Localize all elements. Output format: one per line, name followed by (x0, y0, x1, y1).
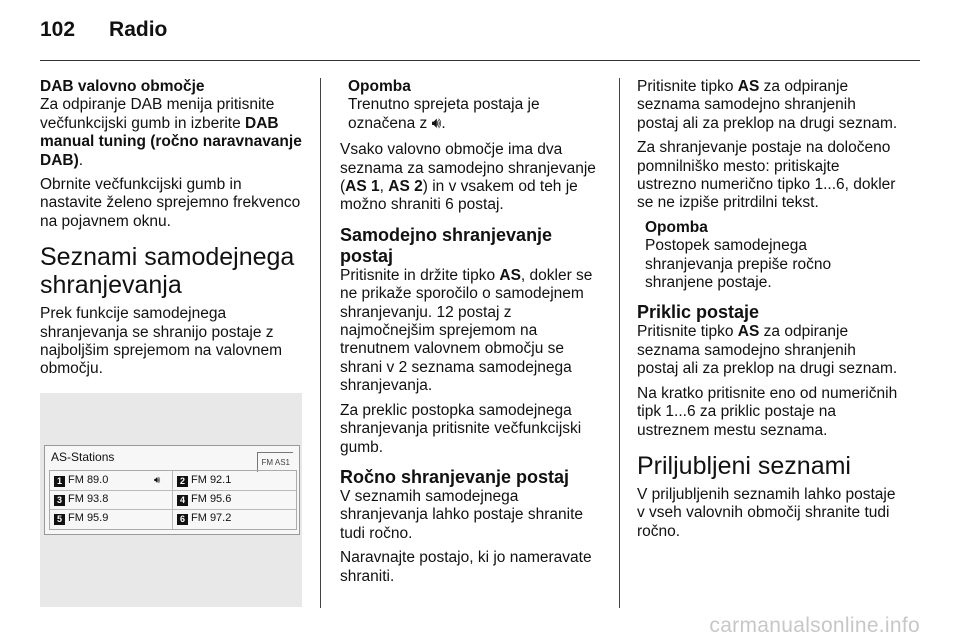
station-preset-1: 1 FM 89.0 🔊︎ (50, 471, 172, 490)
page-header (40, 18, 167, 42)
column-divider-1 (320, 78, 321, 608)
recall-heading: Priklic postaje (637, 302, 760, 323)
note-title: Opomba (348, 78, 411, 95)
as-lists-paragraph: Vsako valovno območje ima dva seznama za samodejno shranjevanje (AS 1, AS 2) in v vsakem od teh je možno shraniti 6 postaj. (340, 141, 596, 214)
section-title: Radio (109, 18, 168, 41)
station-preset-3: 3 FM 93.8 (50, 490, 172, 509)
watermark: carmanualsonline.info (709, 614, 920, 637)
dab-paragraph: Za odpiranje DAB menija pritisnite večfunkcijski gumb in izberite DAB manual tuning (ročno naravnavanje DAB). (40, 96, 302, 169)
speaker-icon: 🔊︎ (154, 474, 161, 486)
column-2 (340, 78, 602, 592)
panel-badge: FM AS1 (257, 452, 293, 472)
recall-paragraph-2: Na kratko pritisnite eno od numeričnih tipk 1...6 za priklic postaje na ustreznem mestu seznama. (637, 384, 898, 439)
note-text: Postopek samodejnega shranjevanja prepiše ročno shranjene postaje. (645, 237, 832, 292)
store-position-paragraph: Za shranjevanje postaje na določeno pomnilniško mesto: pritiskajte ustrezno numerično tipko 1...6, dokler se ne izpiše pritrdilni tekst. (637, 139, 896, 212)
auto-store-paragraph: Pritisnite in držite tipko AS, dokler se ne prikaže sporočilo o samodejnem shranjevanju. 12 postaj z najmočnejšim sprejemom na trenutnem valovnem območju se shrani v 2 seznama samodejnega shranjevanja. (340, 266, 593, 395)
dab-menu-item: DAB manual tuning (ročno naravnavanje DAB) (40, 114, 302, 169)
manual-store-paragraph: V seznamih samodejnega shranjevanja lahko postaje shranite tudi ročno. (340, 487, 583, 542)
column-divider-2 (619, 78, 620, 608)
lists-heading: Seznami samodejnega shranjevanja (40, 243, 295, 300)
note-overwrite (637, 219, 899, 293)
dab-paragraph-2: Obrnite večfunkcijski gumb in nastavite želeno sprejemno frekvenco na pojavnem oknu. (40, 176, 301, 230)
manual-store-heading: Ročno shranjevanje postaj (340, 466, 570, 487)
auto-store-heading: Samodejno shranjevanje postaj (340, 224, 553, 266)
column-3 (637, 78, 899, 547)
favourites-paragraph: V priljubljenih seznamih lahko postaje v vseh valovnih območij shranite tudi ročno. (637, 485, 896, 540)
note-title: Opomba (645, 218, 708, 236)
as-stations-panel (44, 445, 300, 535)
recall-paragraph: Pritisnite tipko AS za odpiranje seznama samodejno shranjenih postaj ali za preklop na drugi seznam. (637, 323, 898, 378)
lists-paragraph: Prek funkcije samodejnega shranjevanja se shranijo postaje z najboljšim sprejemom na valovnem območju. (40, 305, 283, 378)
column-1 (40, 78, 302, 607)
favourites-heading: Priljubljeni seznami (637, 451, 851, 480)
note-text: Trenutno sprejeta postaja je označena z 🔊︎. (348, 96, 540, 132)
station-preset-6: 6 FM 97.2 (173, 509, 295, 528)
station-preset-5: 5 FM 95.9 (50, 509, 172, 528)
manual-store-paragraph-2: Naravnajte postajo, ki jo nameravate shraniti. (340, 549, 592, 585)
panel-title: AS-Stations (51, 449, 115, 464)
station-preset-2: 2 FM 92.1 (173, 471, 295, 490)
page-number: 102 (40, 18, 76, 41)
note-current-station (340, 78, 602, 133)
header-rule (40, 60, 920, 61)
station-preset-4: 4 FM 95.6 (173, 490, 295, 509)
as-stations-screenshot (40, 393, 302, 607)
station-grid (49, 470, 297, 530)
auto-store-cancel: Za preklic postopka samodejnega shranjevanja pritisnite večfunkcijski gumb. (340, 401, 582, 456)
dab-heading: DAB valovno območje (40, 78, 205, 95)
as-key-paragraph: Pritisnite tipko AS za odpiranje seznama samodejno shranjenih postaj ali za preklop na drugi seznam. (637, 78, 898, 132)
